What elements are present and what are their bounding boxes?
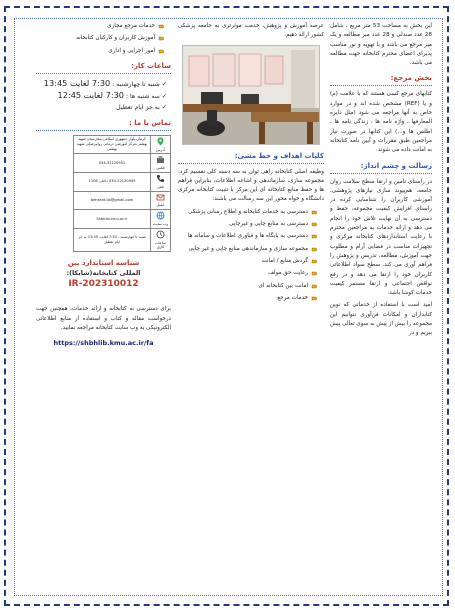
vision-paragraph: امید است با استفاده از خدماتی که نوین کتابداران و امکانات فن‌آوری نتوانیم این مجموعه را بیش از پیش به سوی تعالی پیش ببریم و در [330,302,432,337]
clock-icon: ساعات کاری [151,228,171,251]
list-item: امور اجرایی و اداری [36,47,165,56]
mission-heading: رسالت و چشم انداز: [330,161,432,174]
extra-services-list [36,22,171,56]
closing-paragraph: برای دسترسی به کتابخانه و ارائه خدمات، همچنین جهت درخواست مقاله و کتاب و استفاده از منابع اطلاعاتی الکترونیکی به وب سایت کتابخانه مراجعه نمایید. [36,306,171,331]
list-item: آموزش کاربران و کارکنان کتابخانه [36,34,165,43]
isil-block [36,258,171,291]
location-icon: آدرس [151,135,171,154]
column-left [36,22,171,582]
table-row: ایمیل behesht.lib@gmail.com [74,191,171,210]
phone-icon: تلفن [151,173,171,192]
table-row: فکس 034-32120951 [74,154,171,173]
contact-heading: تماس با ما : [36,118,171,131]
table-row: وب سایت Shbhlib.kmu.ac.ir [74,210,171,229]
email-icon: ایمیل [151,191,171,210]
hand-pointer-icon [311,221,318,228]
list-item: دسترسی به منابع چاپی و غیرچاپی [178,220,318,229]
hand-pointer-icon [311,295,318,302]
goals-heading: کلیات اهداف و خط مشی: [178,151,324,164]
hours-block [36,78,171,113]
globe-icon: وب سایت [151,210,171,229]
column-right [330,22,432,582]
list-item: گردش منابع / امانت [178,257,318,266]
fax-icon: فکس [151,154,171,173]
list-item: امانت بین کتابخانه ای [178,282,318,291]
middle-intro: عرصه آموزش و پژوهش، خدمت موثرتری به جامعه پزشکی کشور ارائه دهیم. [178,23,324,39]
list-item: دسترسی به خدمات کتابخانه و اطلاع رسانی پزشکی [178,208,318,217]
table-row: تلفن 034-32120949 داخلی 1106 [74,173,171,192]
list-item: خدمات مرجع مجازی [36,22,165,31]
library-photo [182,45,320,145]
hand-pointer-icon [158,48,165,55]
isil-subtitle: المللی کتابخانه(شابکا): [66,269,141,278]
table-row: ساعات کاری شنبه تا چهارشنبه : 7:30 لغایت 13:45 به جز ایام تعطیل [74,228,171,251]
hand-pointer-icon [311,233,318,240]
hours-line: ✓ سه شنبه ها : 7:30 لغایت 12:45 [57,89,167,100]
hand-pointer-icon [311,209,318,216]
reference-paragraph: کتابهای مرجع کسی هستند که با علامت (م) و یا (REF) مشخص شده اند و در موارد خاص به آنها مراجعه می شود (مثل دایره المعارفها ، واژه نامه ها ، زندگی نامه ها ، اطلس ها و...) این کتابها در صورت نیاز مراجعین طبق مقررات و آیین نامه کتابخانه به امانت داده می شوند. [330,91,432,154]
services-list [178,208,324,303]
hand-pointer-icon [158,23,165,30]
hand-pointer-icon [158,35,165,42]
list-item: مجموعه سازی و سازماندهی منابع چاپی و غیر چاپی [178,245,318,254]
list-item: خدمات مرجع [178,294,318,303]
hours-line: ✓ شنبه تا چهارشنبه : 7:30 لغایت 13:45 [43,77,167,88]
column-middle [178,22,324,582]
hand-pointer-icon [311,258,318,265]
isil-title: شناسه استاندارد بین [67,259,140,268]
contact-table [73,135,171,252]
list-item: رعایت حق مولف [178,269,318,278]
hand-pointer-icon [311,270,318,277]
reference-heading: بخش مرجع: [330,73,432,86]
goals-paragraph: وظیفه اصلی کتابخانه راهی توان به سه دسته کلی تقسیم کرد: مجموعه سازی، سازماندهی و اشاعه اطلاعات، بنابراین فراهم ها و حفظ منابع کتابخانه ای این مرکز با تثبیت کتابخانه مرکزی دانشگاه و خواه محور این سه رسالت می باشند: [178,168,324,203]
website-link[interactable]: https://shbhlib.kmu.ac.ir/fa [53,339,154,348]
table-row: آدرس کرمان،بلوار جمهوری اسلامی،بیمارستان شهید بهشتی،مرکز آموزشی درمانی روانپزشکی شهید بهشتی [74,135,171,154]
hours-line: ✓ به جز ایام تعطیل [116,103,167,111]
hours-heading: ساعات کار: [36,61,171,74]
isil-code: IR-202310012 [68,279,139,290]
mission-paragraph: در راستای تامین و ارتقا سطح سلامت روان جامعه، هم‌پیوند سازی نیازهای پژوهشی، آموزشی کاربران را شناسایی کرده در راستای افزایش کیفیت مجموعه، حفظ و دسترسی به آن نهایت تلاش خود را انجام می دهد و ارائه خدمات به مراجعین محترم با رعایت استانداردهای کتابخانه مرکزی و تجهیزات مناسب در فضایی آرام و مطلوب جهت آموزش، مطالعه، تدریس و پژوهش را فراهم آوری می کند. سطح سواد اطلاعاتی کاربران خود را ارتقا می دهد و در رفع نواقص اجتماعی و ارتقا مستمر کیفیت خدمات کوشا باشد. [330,178,432,297]
intro-paragraph: این بخش به مساحت 53 متر مربع ، شامل 28 عدد صندلی و 28 عدد میز مطالعه و یک میز مرجع می باشد و با تهویه و نور مناسب پذیرای اعضای محترم کتابخانه جهت مطالعه می باشد. [330,23,432,67]
hand-pointer-icon [311,283,318,290]
list-item: دسترسی به پایگاه ها و فناوری اطلاعات و سامانه ها [178,232,318,241]
library-room-image [182,46,319,145]
hand-pointer-icon [311,246,318,253]
